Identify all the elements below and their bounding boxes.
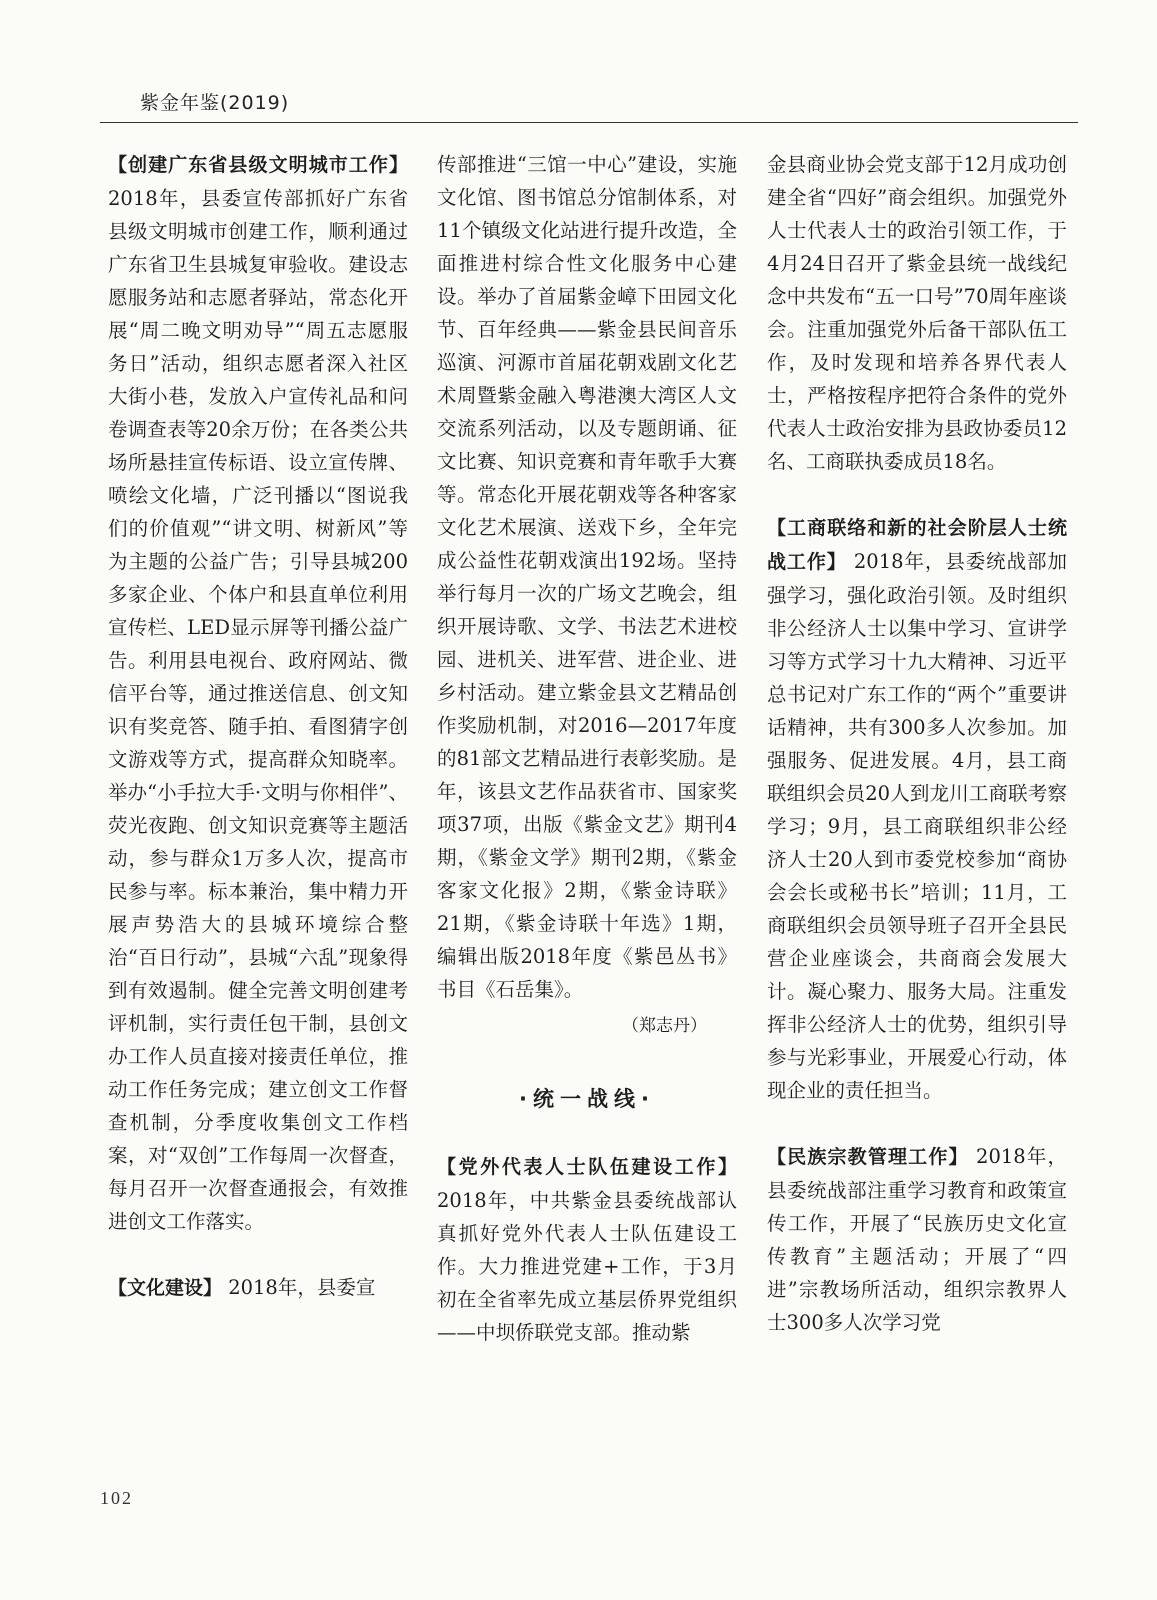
article-heading: 【民族宗教管理工作】 xyxy=(767,1146,969,1168)
header-rule xyxy=(100,122,1078,123)
article-heading: 【文化建设】 xyxy=(108,1277,223,1299)
article-heading: 【工商联络和新的社会阶层人士统战工作】 xyxy=(767,517,1067,573)
column-3 xyxy=(767,148,1067,1339)
article-business-federation xyxy=(767,511,1067,1107)
article-culture-building-continued: 传部推进“三馆一中心”建设，实施文化馆、图书馆总分馆制体系，对11个镇级文化站进行提升改造，全面推进村综合性文化服务中心建设。举办了首届紫金嶂下田园文化节、百年经典——紫金县民间音乐巡演、河源市首届花朝戏剧文化艺术周暨紫金融入粤港澳大湾区人文交流系列活动，以及专题朗诵、征文比赛、知识竞赛和青年歌手大赛等。常态化开展花朝戏等各种客家文化艺术展演、送戏下乡，全年完成公益性花朝戏演出192场。坚持举行每月一次的广场文艺晚会，组织开展诗歌、文学、书法艺术进校园、进机关、进军营、进企业、进乡村活动。建立紫金县文艺精品创作奖励机制，对2016—2017年度的81部文艺精品进行表彰奖励。是年，该县文艺作品获省市、国家奖项37项，出版《紫金文艺》期刊4期，《紫金文学》期刊2期，《紫金客家文化报》2期，《紫金诗联》21期，《紫金诗联十年选》1期，编辑出版2018年度《紫邑丛书》书目《石岳集》。 xyxy=(437,153,737,1001)
article-ethnic-religious-affairs xyxy=(767,1140,1067,1339)
running-header: 紫金年鉴(2019) xyxy=(140,92,290,114)
article-culture-building xyxy=(108,1271,408,1305)
article-heading: 【党外代表人士队伍建设工作】 xyxy=(437,1156,737,1178)
article-body: 2018年，县委宣传部抓好广东省县级文明城市创建工作，顺利通过广东省卫生县城复审验收。建设志愿服务站和志愿者驿站，常态化开展“周二晚文明劝导”“周五志愿服务日”活动，组织志愿者深入社区大街小巷，发放入户宣传礼品和问卷调查表等20余万份；在各类公共场所悬挂宣传标语、设立宣传牌、喷绘文化墙，广泛刊播以“图说我们的价值观”“讲文明、树新风”等为主题的公益广告；引导县城200多家企业、个体户和县直单位利用宣传栏、LED显示屏等刊播公益广告。利用县电视台、政府网站、微信平台等，通过推送信息、创文知识有奖竞答、随手拍、看图猜字创文游戏等方式，提高群众知晓率。举办“小手拉大手·文明与你相伴”、荧光夜跑、创文知识竞赛等主题活动，参与群众1万多人次，提高市民参与率。标本兼治，集中精力开展声势浩大的县城环境综合整治“百日行动”，县城“六乱”现象得到有效遏制。健全完善文明创建考评机制，实行责任包干制，县创文办工作人员直接对接责任单位，推动工作任务完成；建立创文工作督查机制，分季度收集创文工作档案，对“双创”工作每周一次督查，每月召开一次督查通报会，有效推进创文工作落实。 xyxy=(108,187,408,1233)
page-number: 102 xyxy=(100,1488,133,1508)
article-body: 2018年，县委统战部注重学习教育和政策宣传工作，开展了“民族历史文化宣传教育”主题活动；开展了“四进”宗教场所活动，组织宗教界人士300多人次学习党 xyxy=(767,1145,1067,1334)
article-body: 2018年，县委宣 xyxy=(222,1276,376,1299)
article-body: 2018年，县委统战部加强学习，强化政治引领。及时组织非公经济人士以集中学习、宣讲学习等方式学习十九大精神、习近平总书记对广东工作的“两个”重要讲话精神，共有300多人次参加。加强服务、促进发展。4月，县工商联组织会员20人到龙川工商联考察学习；9月，县工商联组织非公经济人士20人到市委党校参加“商协会会长或秘书长”培训；11月，工商联组织会员领导班子召开全县民营企业座谈会，共商商会发展大计。凝心聚力、服务大局。注重发挥非公经济人士的优势，组织引导参与光彩事业，开展爱心行动，体现企业的责任担当。 xyxy=(767,550,1067,1102)
article-body: 2018年，中共紫金县委统战部认真抓好党外代表人士队伍建设工作。大力推进党建+工作，于3月初在全省率先成立基层侨界党组织——中坝侨联党支部。推动紫 xyxy=(437,1189,737,1344)
article-create-civilized-city xyxy=(108,148,408,1238)
article-author: （郑志丹） xyxy=(622,1016,707,1036)
section-title: ·统一战线· xyxy=(519,1087,655,1111)
article-non-party-representatives xyxy=(437,1150,737,1349)
article-non-party-representatives-continued: 金县商业协会党支部于12月成功创建全省“四好”商会组织。加强党外人士代表人士的政治引领工作，于4月24日召开了紫金县统一战线纪念中共发布“五一口号”70周年座谈会。注重加强党外后备干部队伍工作，及时发现和培养各界代表人士，严格按程序把符合条件的党外代表人士政治安排为县政协委员12名、工商联执委成员18名。 xyxy=(767,153,1067,473)
column-2 xyxy=(437,148,737,1349)
column-1 xyxy=(108,148,408,1305)
article-heading: 【创建广东省县级文明城市工作】 xyxy=(108,154,408,176)
